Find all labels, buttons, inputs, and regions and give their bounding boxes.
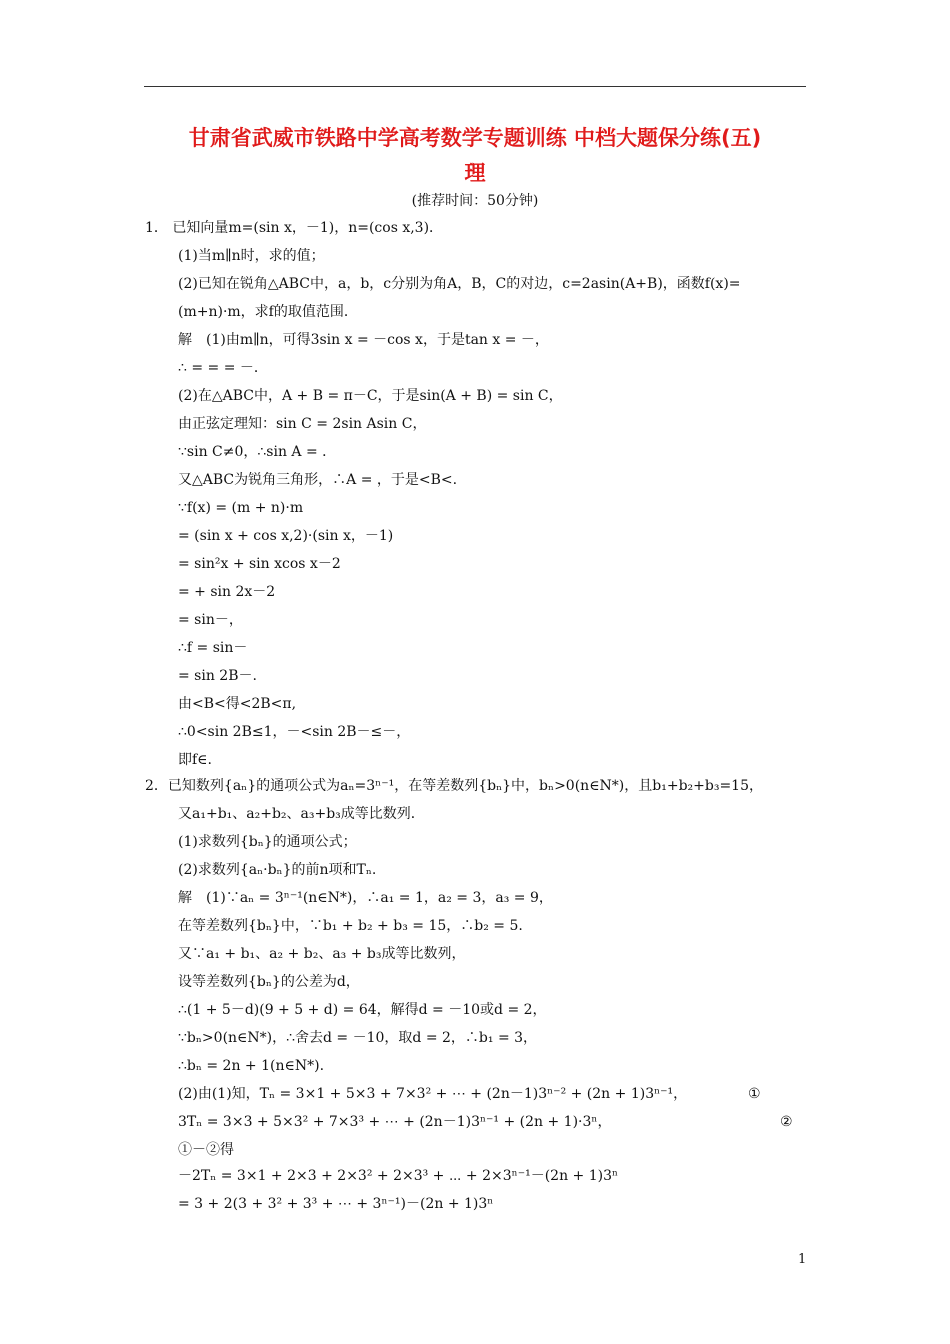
problem-1-part-2: (2)已知在锐角△ABC中，a，b，c分别为角A，B，C的对边，c=2asin(A+B)，函数f(x)= [178,276,741,292]
problem-2-part-1: (1)求数列{bₙ}的通项公式； [178,834,357,850]
solution-1-line: = (sin x + cos x,2)·(sin x，－1) [178,528,394,544]
solution-2-line: 解 (1)∵aₙ = 3ⁿ⁻¹(n∈N*)，∴a₁ = 1，a₂ = 3，a₃ = 9， [178,890,553,906]
solution-2-line: 在等差数列{bₙ}中，∵b₁ + b₂ + b₃ = 15，∴b₂ = 5. [178,918,523,934]
solution-2-line: ∵bₙ>0(n∈N*)，∴舍去d = －10，取d = 2，∴b₁ = 3， [178,1030,538,1046]
solution-1-line: ∵f(x) = (m + n)·m [178,500,304,516]
solution-1-line: 解 (1)由m∥n，可得3sin x = －cos x，于是tan x = －， [178,332,549,348]
solution-2-line: ∴bₙ = 2n + 1(n∈N*). [178,1058,325,1074]
solution-1-line: ∴0<sin 2B≤1，－<sin 2B－≤－， [178,724,411,740]
solution-1-line: 即f∈. [178,752,212,768]
recommended-time: (推荐时间：50分钟) [411,193,539,209]
solution-2-line: －2Tₙ = 3×1 + 2×3 + 2×3² + 2×3³ + ⋯ + 2×3ⁿ⁻¹－(2n + 1)3ⁿ [178,1168,619,1184]
problem-2-statement: 2．已知数列{aₙ}的通项公式为aₙ=3ⁿ⁻¹，在等差数列{bₙ}中，bₙ>0(n∈N*)，且b₁+b₂+b₃=15， [145,778,763,794]
document-title-continued: 理 [464,161,486,185]
solution-2-line: 3Tₙ = 3×3 + 5×3² + 7×3³ + ⋯ + (2n－1)3ⁿ⁻¹ + (2n + 1)·3ⁿ， [178,1114,612,1130]
solution-1-line: = sin²x + sin xcos x－2 [178,556,341,572]
solution-1-line: ∴f = sin－ [178,640,248,656]
solution-2-line: (2)由(1)知，Tₙ = 3×1 + 5×3 + 7×3² + ⋯ + (2n－1)3ⁿ⁻² + (2n + 1)3ⁿ⁻¹， [178,1086,688,1102]
header-rule [144,86,806,87]
solution-1-line: 由<B<得<2B<π, [178,696,297,712]
solution-1-line: 由正弦定理知：sin C = 2sin Asin C， [178,416,427,432]
problem-1-statement: 1． 已知向量m=(sin x，－1)，n=(cos x,3)． [145,220,444,236]
problem-2-statement-continued: 又a₁+b₁、a₂+b₂、a₃+b₃成等比数列． [178,806,425,822]
solution-1-line: = sin 2B－. [178,668,257,684]
problem-1-part-1: (1)当m∥n时，求的值； [178,248,325,264]
solution-1-line: ∴ = = = －． [178,360,268,376]
solution-1-line: 又△ABC为锐角三角形，∴A = ，于是<B<. [178,472,458,488]
solution-1-line: ∵sin C≠0，∴sin A = ． [178,444,337,460]
solution-2-line: = 3 + 2(3 + 3² + 3³ + ⋯ + 3ⁿ⁻¹)－(2n + 1)3ⁿ [178,1196,494,1212]
document-title: 甘肃省武威市铁路中学高考数学专题训练 中档大题保分练(五) [188,126,762,150]
solution-2-line: 又∵a₁ + b₁、a₂ + b₂、a₃ + b₃成等比数列， [178,946,466,962]
solution-1-line: = + sin 2x－2 [178,584,276,600]
solution-1-line: (2)在△ABC中，A + B = π－C，于是sin(A + B) = sin C， [178,388,563,404]
solution-2-line: ∴(1 + 5－d)(9 + 5 + d) = 64，解得d = －10或d = 2， [178,1002,547,1018]
solution-1-line: = sin－， [178,612,243,628]
solution-2-line: 设等差数列{bₙ}的公差为d， [178,974,360,990]
equation-mark-1: ① [748,1086,761,1102]
problem-2-part-2: (2)求数列{aₙ·bₙ}的前n项和Tₙ. [178,862,377,878]
solution-2-line: ①－②得 [178,1142,234,1158]
page-number: 1 [798,1252,807,1267]
equation-mark-2: ② [780,1114,793,1130]
problem-1-part-2-continued: (m+n)·m，求f的取值范围． [178,304,358,320]
